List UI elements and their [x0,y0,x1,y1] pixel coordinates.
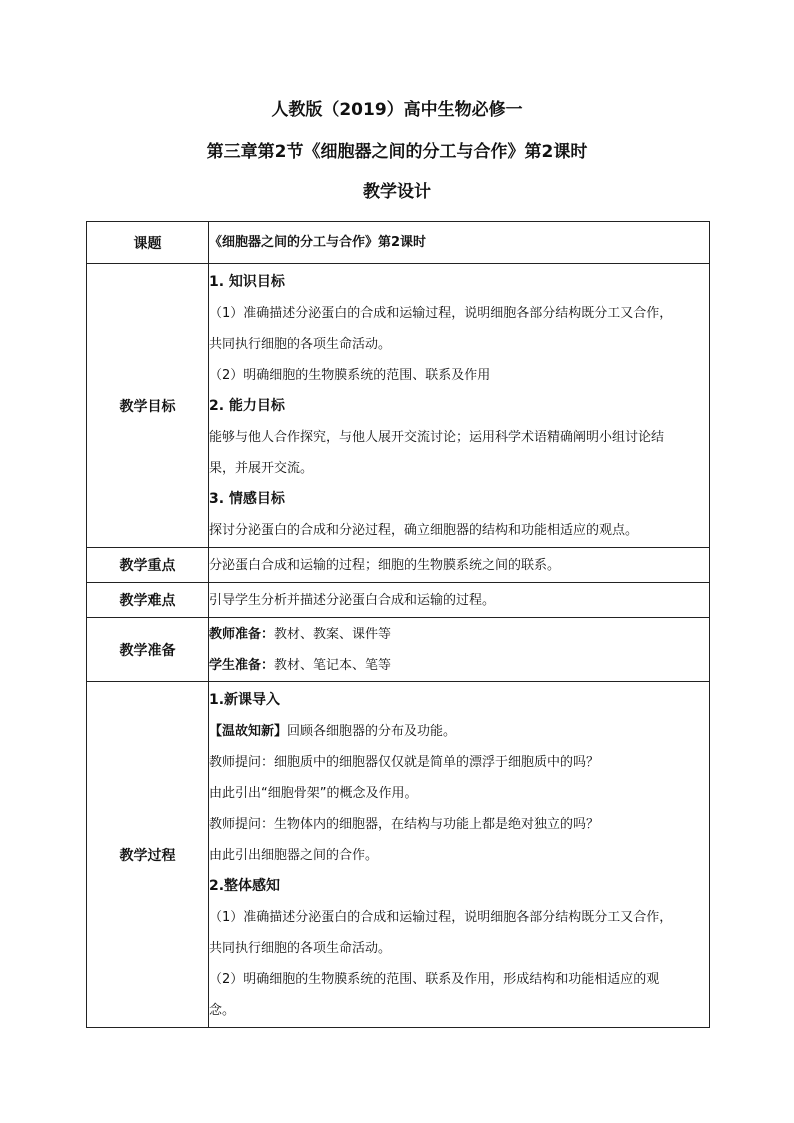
lesson-plan-table [86,221,710,1028]
student-prep-label: 学生准备： [209,657,275,673]
document-titles [0,100,794,202]
process-line: 教师提问：细胞质中的细胞器仅仅就是简单的漂浮于细胞质中的吗？ [209,755,600,770]
topic-label: 课题 [87,222,209,264]
difficulties-value [209,583,710,618]
row-difficulties [87,583,710,618]
teacher-prep-line [209,619,709,650]
goal-line: 1. 知识目标 [209,274,285,290]
goal-line: 3. 情感目标 [209,491,285,507]
goal-line: 2. 能力目标 [209,398,285,414]
goal-line: 能够与他人合作探究，与他人展开交流讨论；运用科学术语精确阐明小组讨论结 [209,430,665,445]
difficulties-text: 引导学生分析并描述分泌蛋白合成和运输的过程。 [209,592,496,608]
process-label: 教学过程 [87,682,209,1028]
process-line [209,716,709,747]
teacher-prep-value: 教材、教案、课件等 [274,626,392,642]
process-line: 2.整体感知 [209,878,281,894]
student-prep-value: 教材、笔记本、笔等 [274,657,392,673]
process-line: 由此引出细胞器之间的合作。 [209,848,379,863]
process-line: 由此引出“细胞骨架”的概念及作用。 [209,786,418,801]
difficulties-label: 教学难点 [87,583,209,618]
goal-line: （1）准确描述分泌蛋白的合成和运输过程，说明细胞各部分结构既分工又合作， [209,306,673,321]
goal-line: （2）明确细胞的生物膜系统的范围、联系及作用 [209,368,491,383]
process-content [209,682,710,1028]
row-preparation [87,618,710,682]
process-line: 1.新课导入 [209,692,281,708]
row-key-points [87,548,710,583]
preparation-label: 教学准备 [87,618,209,682]
topic-value [209,222,710,264]
process-line: 念。 [209,1003,236,1018]
row-process [87,682,710,1028]
preparation-content [209,618,710,682]
key-points-label: 教学重点 [87,548,209,583]
row-goals [87,264,710,548]
review-text: 回顾各细胞器的分布及功能。 [287,724,457,739]
review-tag: 【温故知新】 [209,724,288,739]
title-line-2: 第三章第2节《细胞器之间的分工与合作》第2课时 [206,142,588,162]
goals-label: 教学目标 [87,264,209,548]
title-line-1: 人教版（2019）高中生物必修一 [271,100,523,120]
row-topic [87,222,710,264]
goal-line: 共同执行细胞的各项生命活动。 [209,337,392,352]
process-line: （1）准确描述分泌蛋白的合成和运输过程，说明细胞各部分结构既分工又合作， [209,910,673,925]
title-line-3: 教学设计 [363,182,431,202]
key-points-text: 分泌蛋白合成和运输的过程；细胞的生物膜系统之间的联系。 [209,557,561,573]
process-line: 共同执行细胞的各项生命活动。 [209,941,392,956]
goal-line: 果，并展开交流。 [209,461,314,476]
key-points-value [209,548,710,583]
topic-text: 《细胞器之间的分工与合作》第2课时 [209,235,427,250]
goal-line: 探讨分泌蛋白的合成和分泌过程，确立细胞器的结构和功能相适应的观点。 [209,523,639,538]
process-line: （2）明确细胞的生物膜系统的范围、联系及作用，形成结构和功能相适应的观 [209,972,660,987]
student-prep-line [209,650,709,681]
process-line: 教师提问：生物体内的细胞器，在结构与功能上都是绝对独立的吗？ [209,817,600,832]
teacher-prep-label: 教师准备： [209,626,275,642]
goals-content [209,264,710,548]
